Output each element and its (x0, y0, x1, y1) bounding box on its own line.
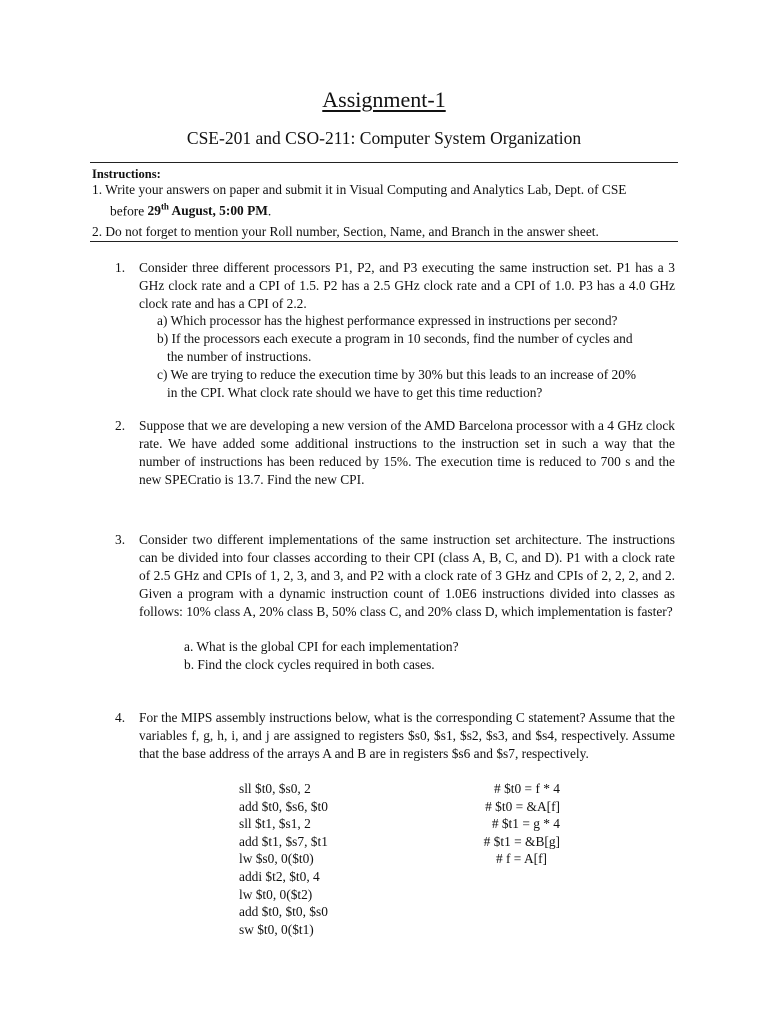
code-comment: # $t1 = g * 4 (491, 816, 560, 832)
question-text: Consider two different implementations of the same instruction set architecture. The instructions can be divided into four classes according to their CPI (class A, B, C, and D). P1 with a clock rate of 2.5 GHz and CPIs of 1, 2, 3, and 3, and P2 with a clock rate of 3 GHz and CPIs of 2, 2, 2, and 2. Given a program with a dynamic instruction count of 1.0E6 instructions divided into classes as follows: 10% class A, 20% class B, 50% class C, and 20% class D, which implementation is faster? (139, 532, 675, 619)
deadline-period: . (267, 202, 272, 218)
instructions-heading: Instructions: (92, 167, 161, 181)
code-line: lw $t0, 0($t2) (239, 886, 313, 902)
question-part-b: b) If the processors each execute a program in 10 seconds, find the number of cycles and (157, 331, 633, 346)
question-part-b-cont: the number of instructions. (167, 349, 312, 364)
question-4 (115, 709, 675, 763)
question-text: Consider three different processors P1, P2, and P3 executing the same instruction set. P1 has a 3 GHz clock rate and a CPI of 1.5. P2 has a 2.5 GHz clock rate and a CPI of 1.0. P3 has a 4.0 GHz clock rate and has a CPI of 2.2. (139, 260, 675, 311)
instruction-item-1 (92, 181, 626, 219)
question-3-parts (184, 638, 664, 674)
deadline-day: 29 (147, 202, 161, 218)
instruction-item-1-line: 1. Write your answers on paper and submit it in Visual Computing and Analytics Lab, Dept. of CSE (92, 182, 627, 197)
question-text: Suppose that we are developing a new version of the AMD Barcelona processor with a 4 GHz clock rate. We have added some additional instructions to the instruction set in such a way that the number of instructions has been reduced by 15%. The execution time is reduced to 700 s and the new SPECratio is 13.7. Find the new CPI. (139, 418, 675, 487)
code-comment: # f = A[f] (495, 851, 547, 867)
code-line: lw $s0, 0($t0) (239, 851, 314, 867)
question-number: 4. (115, 710, 126, 725)
course-title: CSE-201 and CSO-211: Computer System Organization (186, 128, 582, 148)
question-part-a: a) Which processor has the highest performance expressed in instructions per second? (157, 313, 618, 328)
mips-code-block (239, 780, 328, 938)
code-line: sw $t0, 0($t1) (239, 921, 314, 937)
question-part-c-cont: in the CPI. What clock rate should we have to get this time reduction? (167, 385, 543, 400)
bottom-divider (90, 241, 678, 242)
question-part-a: a. What is the global CPI for each implementation? (184, 639, 459, 654)
code-comment: # $t0 = f * 4 (494, 781, 560, 796)
code-line: sll $t0, $s0, 2 (239, 781, 311, 796)
instruction-deadline (92, 199, 626, 220)
question-part-b: b. Find the clock cycles required in both cases. (184, 657, 435, 672)
question-1 (115, 259, 675, 313)
code-line: add $t0, $t0, $s0 (239, 904, 328, 920)
question-number: 2. (115, 418, 126, 433)
instruction-before: before (110, 202, 148, 218)
question-part-c: c) We are trying to reduce the execution time by 30% but this leads to an increase of 20% (157, 367, 637, 382)
assignment-title: Assignment-1 (322, 87, 446, 112)
question-1-parts (157, 312, 677, 402)
question-number: 3. (115, 532, 126, 547)
question-2 (115, 417, 675, 489)
top-divider (90, 162, 678, 163)
code-comment: # $t0 = &A[f] (485, 798, 560, 814)
instruction-item-2: 2. Do not forget to mention your Roll number, Section, Name, and Branch in the answer sheet. (92, 224, 599, 239)
code-line: add $t1, $s7, $t1 (239, 833, 328, 849)
code-line: add $t0, $s6, $t0 (239, 798, 328, 814)
deadline-day-suffix: th (160, 201, 169, 212)
question-text: For the MIPS assembly instructions below, what is the corresponding C statement? Assume that the variables f, g, h, i, and j are assigned to registers $s0, $s1, $s2, $s3, and $s4, respectively. Assume that the base address of the arrays A and B are in registers $s6 and $s7, respectively. (139, 710, 675, 761)
code-line: addi $t2, $t0, 4 (239, 868, 320, 884)
question-3 (115, 531, 675, 621)
question-number: 1. (115, 260, 126, 275)
code-line: sll $t1, $s1, 2 (239, 816, 311, 832)
code-comment: # $t1 = &B[g] (483, 833, 560, 849)
deadline-time: August, 5:00 PM (168, 202, 268, 218)
